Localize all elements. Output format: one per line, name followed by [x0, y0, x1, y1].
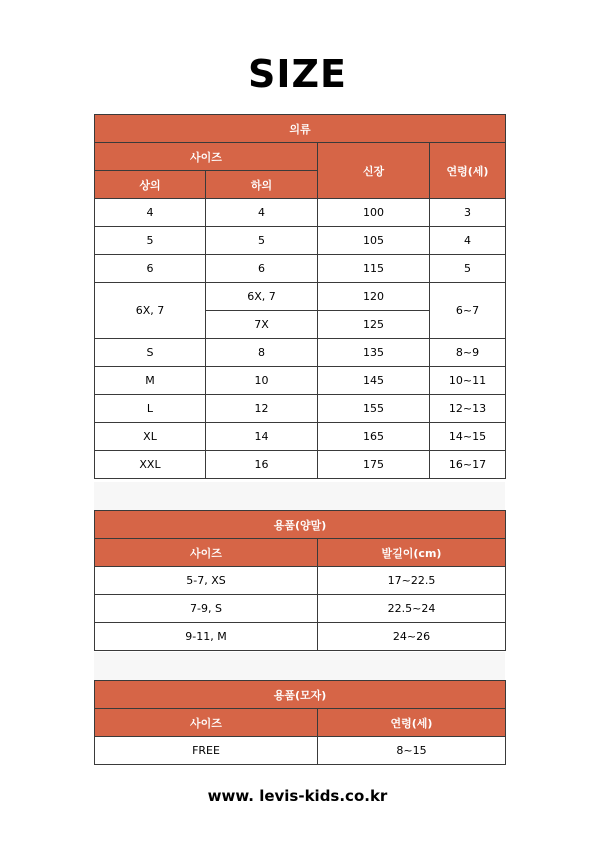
height-cell: 115 — [318, 255, 430, 283]
top-size-cell: 4 — [95, 199, 206, 227]
top-size-cell: XL — [95, 423, 206, 451]
top-size-cell: XXL — [95, 451, 206, 479]
size-header: 사이즈 — [95, 143, 318, 171]
height-header: 신장 — [318, 143, 430, 199]
website-url: www. levis-kids.co.kr — [207, 787, 388, 805]
height-cell: 105 — [318, 227, 430, 255]
table-row — [95, 423, 506, 451]
height-cell: 175 — [318, 451, 430, 479]
foot-length-header: 발길이(cm) — [318, 539, 506, 567]
height-cell: 165 — [318, 423, 430, 451]
size-cell: 5-7, XS — [95, 567, 318, 595]
top-size-cell: 5 — [95, 227, 206, 255]
table-row — [95, 395, 506, 423]
table-row — [95, 115, 506, 143]
clothing-table-title: 의류 — [95, 115, 506, 143]
table-row — [95, 737, 506, 765]
table-row — [95, 199, 506, 227]
socks-table-title: 용품(양말) — [95, 511, 506, 539]
bottom-header: 하의 — [206, 171, 318, 199]
age-cell: 14~15 — [430, 423, 506, 451]
table-row — [95, 283, 506, 311]
age-cell: 6~7 — [430, 283, 506, 339]
age-cell: 5 — [430, 255, 506, 283]
top-size-cell: 6X, 7 — [95, 283, 206, 339]
bottom-size-cell: 14 — [206, 423, 318, 451]
clothing-size-table — [94, 114, 506, 479]
section-spacer — [94, 652, 505, 680]
table-row — [95, 709, 506, 737]
socks-size-table — [94, 510, 506, 651]
hats-size-table — [94, 680, 506, 765]
age-cell: 16~17 — [430, 451, 506, 479]
foot-length-cell: 22.5~24 — [318, 595, 506, 623]
page-title: SIZE — [247, 52, 348, 96]
size-cell: 9-11, M — [95, 623, 318, 651]
height-cell: 135 — [318, 339, 430, 367]
bottom-size-cell: 8 — [206, 339, 318, 367]
table-row — [95, 681, 506, 709]
age-header: 연령(세) — [318, 709, 506, 737]
table-row — [95, 595, 506, 623]
size-header: 사이즈 — [95, 539, 318, 567]
size-cell: 7-9, S — [95, 595, 318, 623]
height-cell: 145 — [318, 367, 430, 395]
top-size-cell: M — [95, 367, 206, 395]
top-header: 상의 — [95, 171, 206, 199]
age-cell: 8~9 — [430, 339, 506, 367]
table-row — [95, 567, 506, 595]
age-cell: 12~13 — [430, 395, 506, 423]
bottom-size-cell: 16 — [206, 451, 318, 479]
top-size-cell: 6 — [95, 255, 206, 283]
age-cell: 8~15 — [318, 737, 506, 765]
age-cell: 10~11 — [430, 367, 506, 395]
bottom-size-cell: 10 — [206, 367, 318, 395]
height-cell: 120 — [318, 283, 430, 311]
table-row — [95, 623, 506, 651]
foot-length-cell: 24~26 — [318, 623, 506, 651]
bottom-size-cell: 4 — [206, 199, 318, 227]
bottom-size-cell: 7X — [206, 311, 318, 339]
age-cell: 4 — [430, 227, 506, 255]
table-row — [95, 367, 506, 395]
table-row — [95, 511, 506, 539]
bottom-size-cell: 6X, 7 — [206, 283, 318, 311]
height-cell: 125 — [318, 311, 430, 339]
table-row — [95, 143, 506, 171]
size-header: 사이즈 — [95, 709, 318, 737]
table-row — [95, 255, 506, 283]
bottom-size-cell: 5 — [206, 227, 318, 255]
age-header: 연령(세) — [430, 143, 506, 199]
section-spacer — [94, 482, 505, 510]
table-row — [95, 451, 506, 479]
table-row — [95, 227, 506, 255]
foot-length-cell: 17~22.5 — [318, 567, 506, 595]
top-size-cell: L — [95, 395, 206, 423]
table-row — [95, 339, 506, 367]
bottom-size-cell: 6 — [206, 255, 318, 283]
height-cell: 155 — [318, 395, 430, 423]
top-size-cell: S — [95, 339, 206, 367]
bottom-size-cell: 12 — [206, 395, 318, 423]
hats-table-title: 용품(모자) — [95, 681, 506, 709]
height-cell: 100 — [318, 199, 430, 227]
table-row — [95, 539, 506, 567]
age-cell: 3 — [430, 199, 506, 227]
size-cell: FREE — [95, 737, 318, 765]
